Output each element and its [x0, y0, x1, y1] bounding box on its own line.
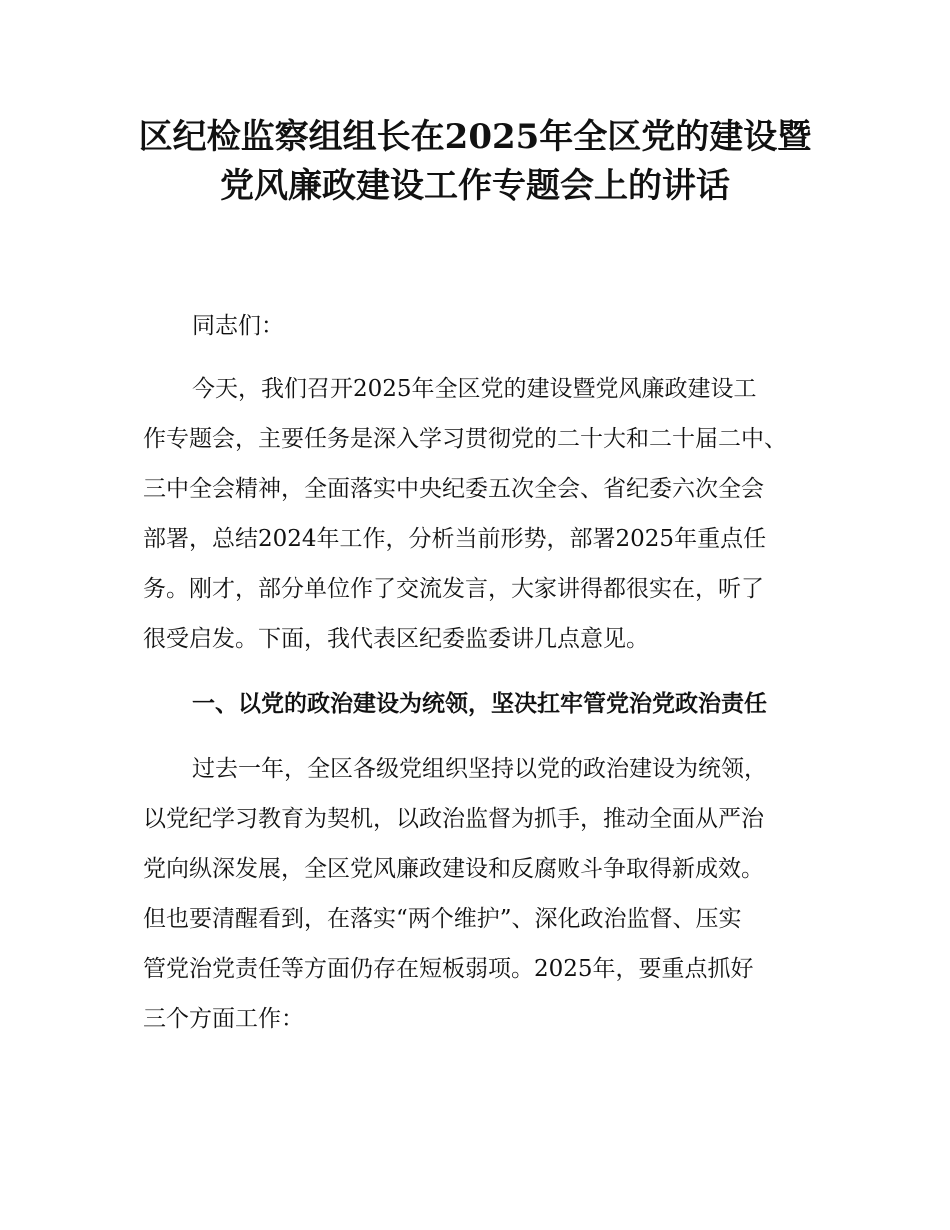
intro-line-3: 三中全会精神，全面落实中央纪委五次全会、省纪委六次全会: [143, 476, 764, 502]
section-1-line-2: 以党纪学习教育为契机，以政治监督为抓手，推动全面从严治: [143, 806, 764, 832]
intro-line-6: 很受启发。下面，我代表区纪委监委讲几点意见。: [143, 626, 649, 652]
section-1-line-6: 三个方面工作：: [143, 1006, 304, 1032]
document-title-line-2: 党风廉政建设工作专题会上的讲话: [220, 166, 730, 206]
section-1-line-4: 但也要清醒看到，在落实“两个维护”、深化政治监督、压实: [143, 906, 742, 932]
section-1-heading: 一、以党的政治建设为统领，坚决扛牢管党治党政治责任: [192, 691, 767, 717]
salutation: 同志们：: [192, 313, 284, 339]
section-1-line-3: 党向纵深发展，全区党风廉政建设和反腐败斗争取得新成效。: [143, 856, 764, 882]
intro-line-1: 今天，我们召开2025年全区党的建设暨党风廉政建设工: [192, 376, 757, 402]
intro-line-4: 部署，总结2024年工作，分析当前形势，部署2025年重点任: [143, 526, 767, 552]
intro-line-2: 作专题会，主要任务是深入学习贯彻党的二十大和二十届二中、: [143, 426, 787, 452]
intro-line-5: 务。刚才，部分单位作了交流发言，大家讲得都很实在，听了: [143, 576, 764, 602]
section-1-line-5: 管党治党责任等方面仍存在短板弱项。2025年，要重点抓好: [143, 956, 754, 982]
section-1-line-1: 过去一年，全区各级党组织坚持以党的政治建设为统领，: [192, 756, 767, 782]
document-title-line-1: 区纪检监察组组长在2025年全区党的建设暨: [138, 117, 812, 157]
